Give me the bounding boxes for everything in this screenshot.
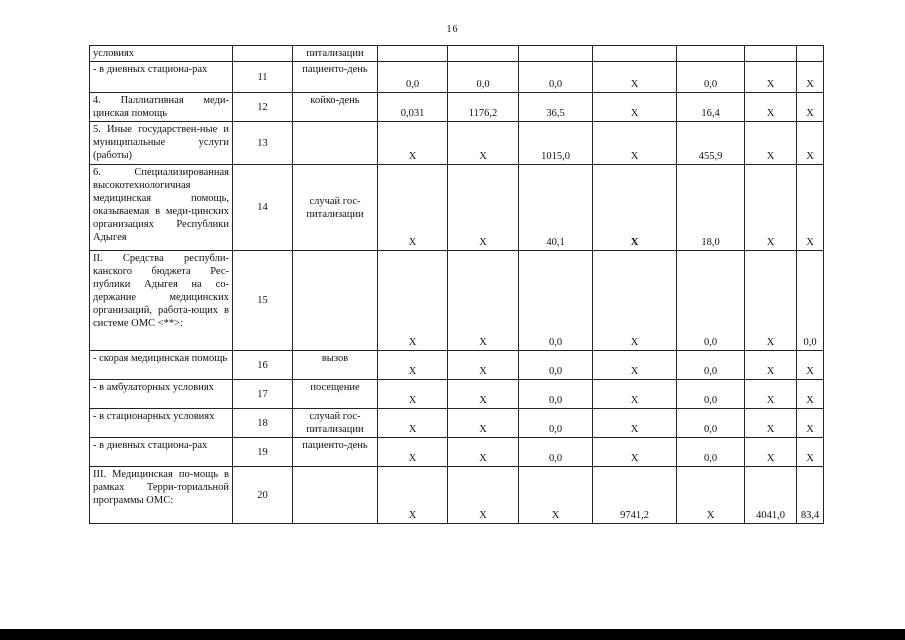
- cell-col3: 36,5: [519, 93, 593, 122]
- cell-col3: 0,0: [519, 251, 593, 351]
- table-row: [90, 122, 824, 165]
- cell-col5: X: [677, 467, 745, 524]
- cell-col7: X: [797, 93, 824, 122]
- row-name: 5. Иные государствен-ные и муниципальные услуги (работы): [90, 122, 233, 165]
- page-number: 16: [446, 24, 459, 35]
- cell-col5: 0,0: [677, 251, 745, 351]
- cell-col5: 0,0: [677, 380, 745, 409]
- row-name: 6. Специализированная высокотехнологичная медицинская помощь, оказываемая в меди-цинских организациях Республики Адыгея: [90, 165, 233, 251]
- row-name: III. Медицинская по-мощь в рамках Терри-ториальной программы ОМС:: [90, 467, 233, 524]
- cell-col6: X: [745, 165, 797, 251]
- row-number: 20: [233, 467, 293, 524]
- cell-col6: X: [745, 122, 797, 165]
- cell-col5: 0,0: [677, 438, 745, 467]
- row-name: 4. Паллиативная меди-цинская помощь: [90, 93, 233, 122]
- row-unit: случай гос-питализации: [293, 165, 378, 251]
- cell-col4: X: [593, 380, 677, 409]
- row-unit: пациенто-день: [293, 438, 378, 467]
- cell-col5: 16,4: [677, 93, 745, 122]
- cell-col2: X: [448, 251, 519, 351]
- cell-col2: 1176,2: [448, 93, 519, 122]
- row-unit: вызов: [293, 351, 378, 380]
- cell-col5: 0,0: [677, 62, 745, 93]
- cell-col3: 0,0: [519, 62, 593, 93]
- row-unit: питализации: [293, 46, 378, 62]
- cell-col2: X: [448, 351, 519, 380]
- cell-col3: 1015,0: [519, 122, 593, 165]
- cell-col2: X: [448, 409, 519, 438]
- cell-col3: 40,1: [519, 165, 593, 251]
- row-unit: случай гос-питализации: [293, 409, 378, 438]
- row-number: 12: [233, 93, 293, 122]
- table-row: [90, 467, 824, 524]
- row-name: условиях: [90, 46, 233, 62]
- cell-col6: X: [745, 380, 797, 409]
- cell-col1: X: [378, 409, 448, 438]
- row-number: 19: [233, 438, 293, 467]
- cell-col5: 0,0: [677, 351, 745, 380]
- cell-col2: 0,0: [448, 62, 519, 93]
- cell-col4: X: [593, 438, 677, 467]
- cell-col7: 83,4: [797, 467, 824, 524]
- row-unit: [293, 467, 378, 524]
- cell-col4: X: [593, 251, 677, 351]
- row-unit: посещение: [293, 380, 378, 409]
- cell-col2: X: [448, 165, 519, 251]
- cell-col7: X: [797, 438, 824, 467]
- table-row: [90, 251, 824, 351]
- cell-col7: X: [797, 122, 824, 165]
- cell-col4: X: [593, 351, 677, 380]
- cell-col5: 18,0: [677, 165, 745, 251]
- cell-col1: 0,0: [378, 62, 448, 93]
- cell-col3: 0,0: [519, 409, 593, 438]
- row-name: - в дневных стациона-рах: [90, 438, 233, 467]
- cell-col1: X: [378, 251, 448, 351]
- table-row: [90, 409, 824, 438]
- cell-col7: X: [797, 380, 824, 409]
- cell-col3: 0,0: [519, 380, 593, 409]
- cell-col6: X: [745, 438, 797, 467]
- cell-col6: X: [745, 251, 797, 351]
- cell-col6: X: [745, 93, 797, 122]
- row-name: - в стационарных условиях: [90, 409, 233, 438]
- cell-col1: X: [378, 165, 448, 251]
- cell-col4: X: [593, 93, 677, 122]
- cell-col1: X: [378, 467, 448, 524]
- cell-col5: [677, 46, 745, 62]
- cell-col6: X: [745, 351, 797, 380]
- table-row: [90, 165, 824, 251]
- cell-col6: X: [745, 409, 797, 438]
- row-unit: [293, 122, 378, 165]
- row-number: 15: [233, 251, 293, 351]
- row-number: 14: [233, 165, 293, 251]
- row-number: [233, 46, 293, 62]
- cell-col5: 455,9: [677, 122, 745, 165]
- cell-col7: X: [797, 409, 824, 438]
- cell-col7: X: [797, 62, 824, 93]
- cell-col1: X: [378, 122, 448, 165]
- cell-col4: X: [593, 409, 677, 438]
- row-unit: пациенто-день: [293, 62, 378, 93]
- row-name: - в дневных стациона-рах: [90, 62, 233, 93]
- cell-col1: X: [378, 351, 448, 380]
- row-number: 18: [233, 409, 293, 438]
- cell-col1: [378, 46, 448, 62]
- row-number: 13: [233, 122, 293, 165]
- row-number: 11: [233, 62, 293, 93]
- cell-col4: [593, 46, 677, 62]
- cell-col4: X: [593, 62, 677, 93]
- row-name: II. Средства республи-канского бюджета Рес-публики Адыгея на со-держание медицинских организаций, работа-ющих в системе ОМС <**>:: [90, 251, 233, 351]
- cell-col2: [448, 46, 519, 62]
- cell-col1: X: [378, 438, 448, 467]
- cell-col2: X: [448, 122, 519, 165]
- table-row: [90, 46, 824, 62]
- row-number: 16: [233, 351, 293, 380]
- cell-col4: X: [593, 165, 677, 251]
- table-row: [90, 93, 824, 122]
- row-name: - скорая медицинская помощь: [90, 351, 233, 380]
- cell-col3: 0,0: [519, 351, 593, 380]
- cell-col5: 0,0: [677, 409, 745, 438]
- table-row: [90, 380, 824, 409]
- cell-col4: 9741,2: [593, 467, 677, 524]
- table-row: [90, 62, 824, 93]
- cell-col1: 0,031: [378, 93, 448, 122]
- cell-col6: X: [745, 62, 797, 93]
- cell-col2: X: [448, 438, 519, 467]
- cell-col2: X: [448, 467, 519, 524]
- row-unit: [293, 251, 378, 351]
- data-table: [89, 45, 824, 524]
- table-row: [90, 438, 824, 467]
- cell-col6: 4041,0: [745, 467, 797, 524]
- cell-col7: [797, 46, 824, 62]
- cell-col3: [519, 46, 593, 62]
- cell-col4: X: [593, 122, 677, 165]
- cell-col7: X: [797, 351, 824, 380]
- cell-col7: 0,0: [797, 251, 824, 351]
- cell-col2: X: [448, 380, 519, 409]
- row-name: - в амбулаторных условиях: [90, 380, 233, 409]
- row-number: 17: [233, 380, 293, 409]
- cell-col6: [745, 46, 797, 62]
- cell-col3: 0,0: [519, 438, 593, 467]
- scan-bottom-edge: [0, 629, 905, 640]
- cell-col1: X: [378, 380, 448, 409]
- table-row: [90, 351, 824, 380]
- cell-col7: X: [797, 165, 824, 251]
- row-unit: койко-день: [293, 93, 378, 122]
- cell-col3: X: [519, 467, 593, 524]
